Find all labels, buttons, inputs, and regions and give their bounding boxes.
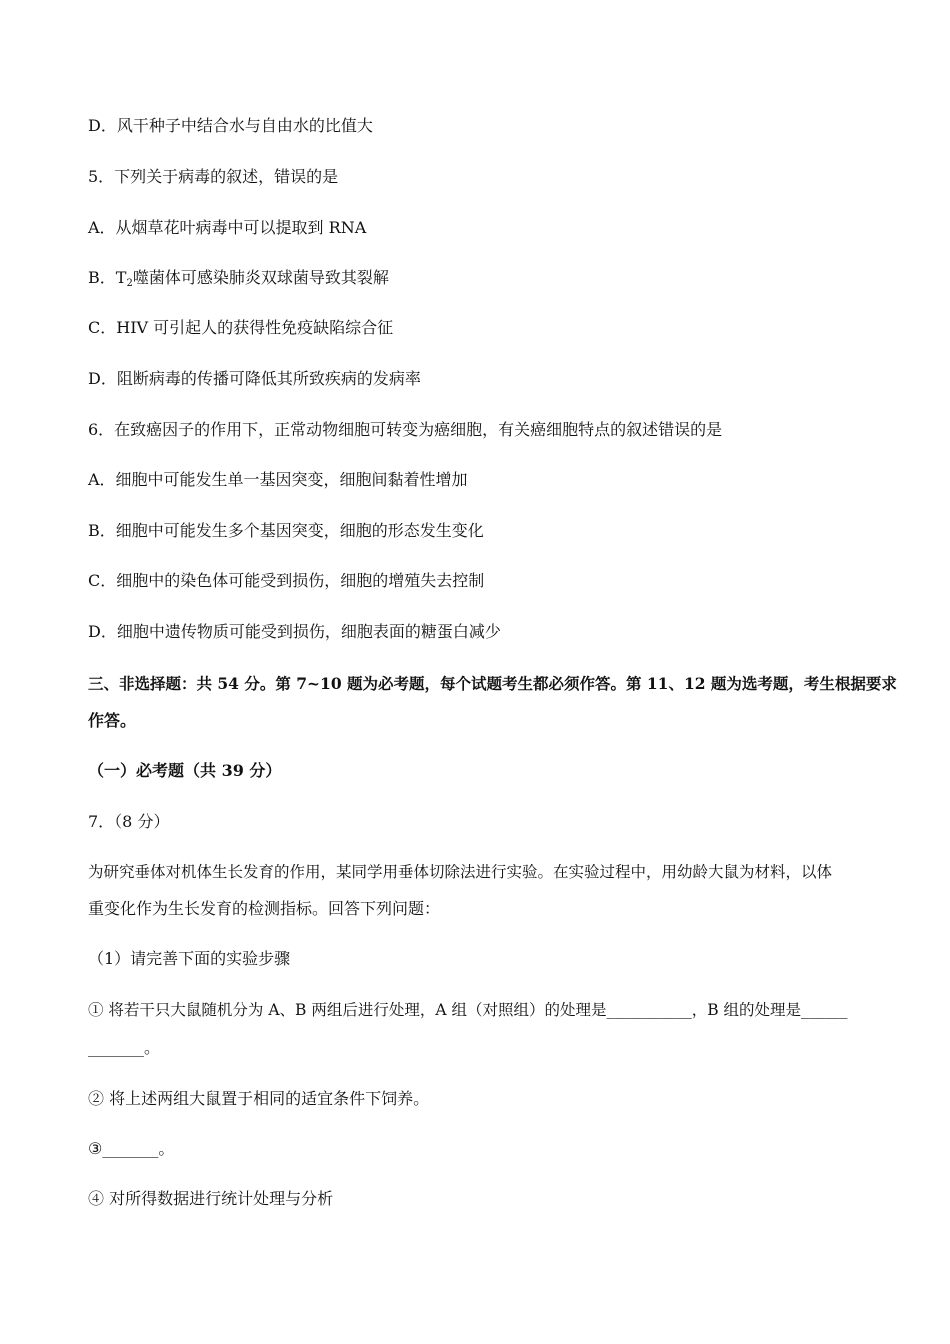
step-1-line2: _______。: [88, 1038, 161, 1057]
q7-intro-line2: 重变化作为生长发育的检测指标。回答下列问题：: [88, 899, 441, 918]
q6-option-a: A．细胞中可能发生单一基因突变，细胞间黏着性增加: [88, 470, 468, 489]
q6-option-c: C．细胞中的染色体可能受到损伤，细胞的增殖失去控制: [88, 571, 485, 590]
step-1-line1: ① 将若干只大鼠随机分为 A、B 两组后进行处理，A 组（对照组）的处理是___________，B 组的处理是______: [88, 1001, 848, 1019]
section-3-heading-line2: 作答。: [88, 711, 137, 730]
step-4: ④ 对所得数据进行统计处理与分析: [88, 1189, 334, 1208]
q4-option-d: D．风干种子中结合水与自由水的比值大: [88, 116, 373, 135]
q6-option-d: D．细胞中遗传物质可能受到损伤，细胞表面的糖蛋白减少: [88, 622, 501, 641]
q6-stem: 6．在致癌因子的作用下，正常动物细胞可转变为癌细胞，有关癌细胞特点的叙述错误的是: [88, 420, 723, 439]
q6-option-b: B．细胞中可能发生多个基因突变，细胞的形态发生变化: [88, 521, 484, 540]
q7-subquestion-1: （1）请完善下面的实验步骤: [88, 949, 291, 968]
q5-option-b: [88, 268, 868, 288]
q7-intro-line1: 为研究垂体对机体生长发育的作用，某同学用垂体切除法进行实验。在实验过程中，用幼龄大鼠为材料，以体: [88, 863, 833, 881]
q5-option-b-prefix: B．T: [88, 268, 127, 287]
q5-option-a: A．从烟草花叶病毒中可以提取到 RNA: [88, 218, 367, 237]
q5-option-b-suffix: 噬菌体可感染肺炎双球菌导致其裂解: [132, 268, 389, 287]
q5-option-c: C．HIV 可引起人的获得性免疫缺陷综合征: [88, 318, 394, 337]
step-2: ② 将上述两组大鼠置于相同的适宜条件下饲养。: [88, 1089, 430, 1108]
q5-stem: 5．下列关于病毒的叙述，错误的是: [88, 167, 339, 186]
q5-option-d: D．阻断病毒的传播可降低其所致疾病的发病率: [88, 369, 421, 388]
section-3-heading-line1: 三、非选择题：共 54 分。第 7~10 题为必考题，每个试题考生都必须作答。第 11、12 题为选考题，考生根据要求: [88, 674, 897, 693]
q7-header: 7．（8 分）: [88, 812, 170, 831]
step-3: ③_______。: [88, 1139, 175, 1158]
part-1-title: （一）必考题（共 39 分）: [88, 761, 282, 780]
q5-option-b-subscript: 2: [126, 278, 133, 289]
